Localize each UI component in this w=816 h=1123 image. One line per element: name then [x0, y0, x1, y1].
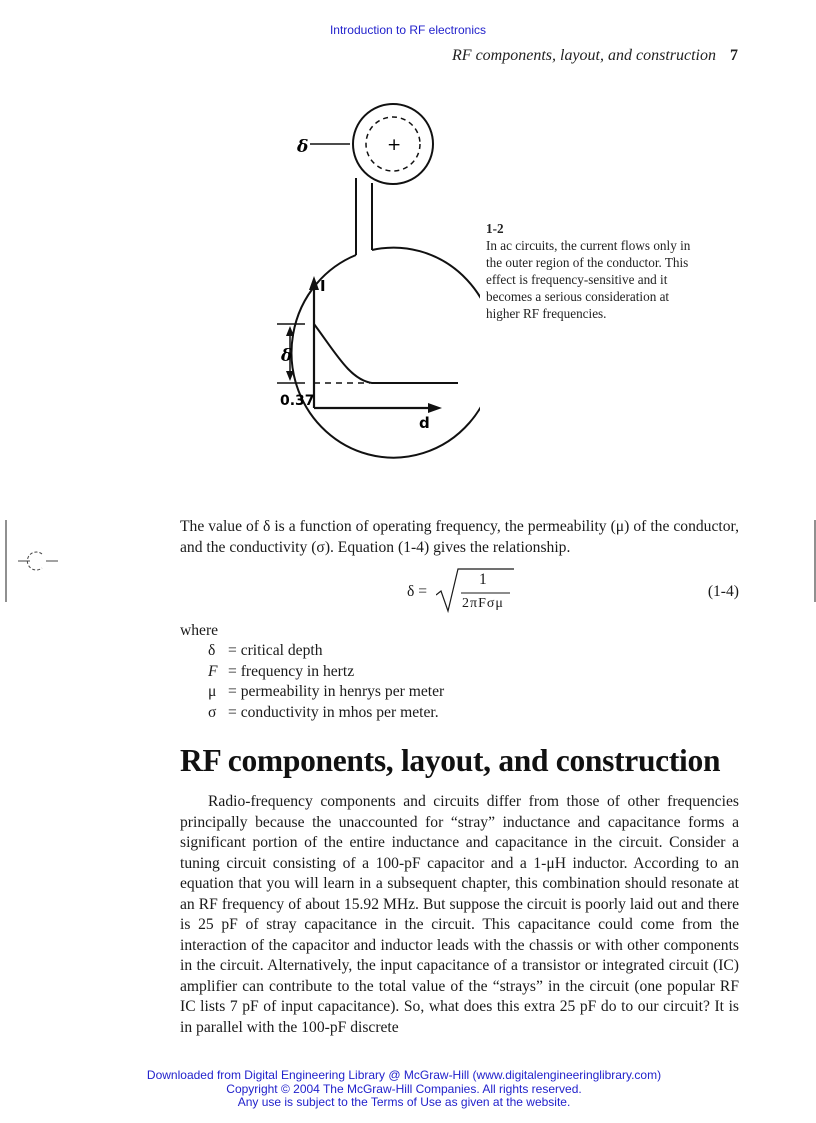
definition-text: = permeability in henrys per meter: [228, 683, 445, 700]
running-head-title: RF components, layout, and construction: [452, 47, 716, 64]
figure-plus-label: +: [387, 135, 402, 155]
figure-distance-label: d: [419, 414, 430, 432]
definition-text: = critical depth: [228, 642, 323, 659]
definition-row: [208, 682, 444, 703]
paragraph-rf-components: Radio-frequency components and circuits differ from those of other frequencies principally because the unaccounted for “stray” inductance and capacitance forms a significant portion of the entire inductance and capacitance in the circuit. Consider a tuning circuit consisting of a 100-pF capacitor and a 1-μH inductor. According to an equation that you will learn in a subsequent chapter, this combination should resonate at an RF frequency of about 15.92 MHz. But suppose the circuit is poorly laid out and there is 25 pF of stray capacitance in the circuit. This capacitance could come from the interaction of the capacitor and inductor leads with the chassis or with other components in the circuit. Alternatively, the input capacitance of a transistor or integrated circuit (IC) amplifier can contribute to the total value of the “strays” in the circuit (one popular RF IC lists 7 pF of input capacitance). So, what does this extra 25 pF do to our circuit? It is in parallel with the 100-pF discrete: [180, 793, 739, 1036]
equation-lhs: δ =: [407, 583, 428, 600]
definition-symbol: δ: [208, 642, 216, 659]
figure-number: 1-2: [486, 221, 504, 236]
top-link[interactable]: Introduction to RF electronics: [329, 23, 487, 37]
figure-delta-label: δ: [297, 137, 309, 157]
equation-1-4: [180, 565, 739, 615]
definition-row: [208, 703, 444, 724]
definition-row: [208, 662, 444, 683]
equation-numerator: 1: [479, 571, 487, 588]
paragraph-skin-depth: The value of δ is a function of operating frequency, the permeability (μ) of the conductor, and the conductivity (σ). Equation (1-4) gives the relationship.: [180, 518, 739, 556]
definition-symbol: F: [208, 662, 218, 680]
skin-effect-figure: [250, 90, 480, 480]
current-decay-curve: [314, 324, 458, 383]
distance-axis-arrow: [428, 403, 442, 413]
figure-caption: [486, 220, 696, 322]
where-label: where: [180, 622, 219, 639]
caption-text: In ac circuits, the current flows only in the outer region of the conductor. This effect is frequency-sensitive and it becomes a serious consideration at higher RF frequencies.: [486, 238, 691, 321]
crop-mark-right: [810, 520, 816, 602]
definitions-list: [208, 641, 444, 723]
equation-number: (1-4): [707, 583, 739, 600]
figure-threshold-label: 0.37: [280, 393, 315, 409]
figure-delta-marker-label: δ: [281, 346, 293, 366]
figure-current-label: I: [320, 277, 326, 295]
definition-row: [208, 641, 444, 662]
footer-download-link[interactable]: Downloaded from Digital Engineering Library @ McGraw-Hill (www.digitalengineeringlibrary.com): [146, 1068, 662, 1082]
equation-denominator: 2πFσμ: [462, 596, 504, 611]
definition-text: = frequency in hertz: [228, 662, 355, 680]
footer-terms: Any use is subject to the Terms of Use as given at the website.: [237, 1095, 571, 1109]
definition-symbol: μ: [208, 683, 217, 700]
definition-text: = conductivity in mhos per meter.: [228, 703, 439, 721]
crop-mark-left: [0, 520, 60, 602]
section-heading: RF components, layout, and construction: [180, 743, 721, 778]
delta-arrow-down: [286, 371, 294, 381]
running-head: [452, 47, 738, 65]
page-number: 7: [730, 47, 738, 64]
definition-symbol: σ: [208, 703, 217, 721]
footer-copyright: Copyright © 2004 The McGraw-Hill Companies. All rights reserved.: [226, 1081, 582, 1096]
footer-notice: [0, 1069, 808, 1110]
